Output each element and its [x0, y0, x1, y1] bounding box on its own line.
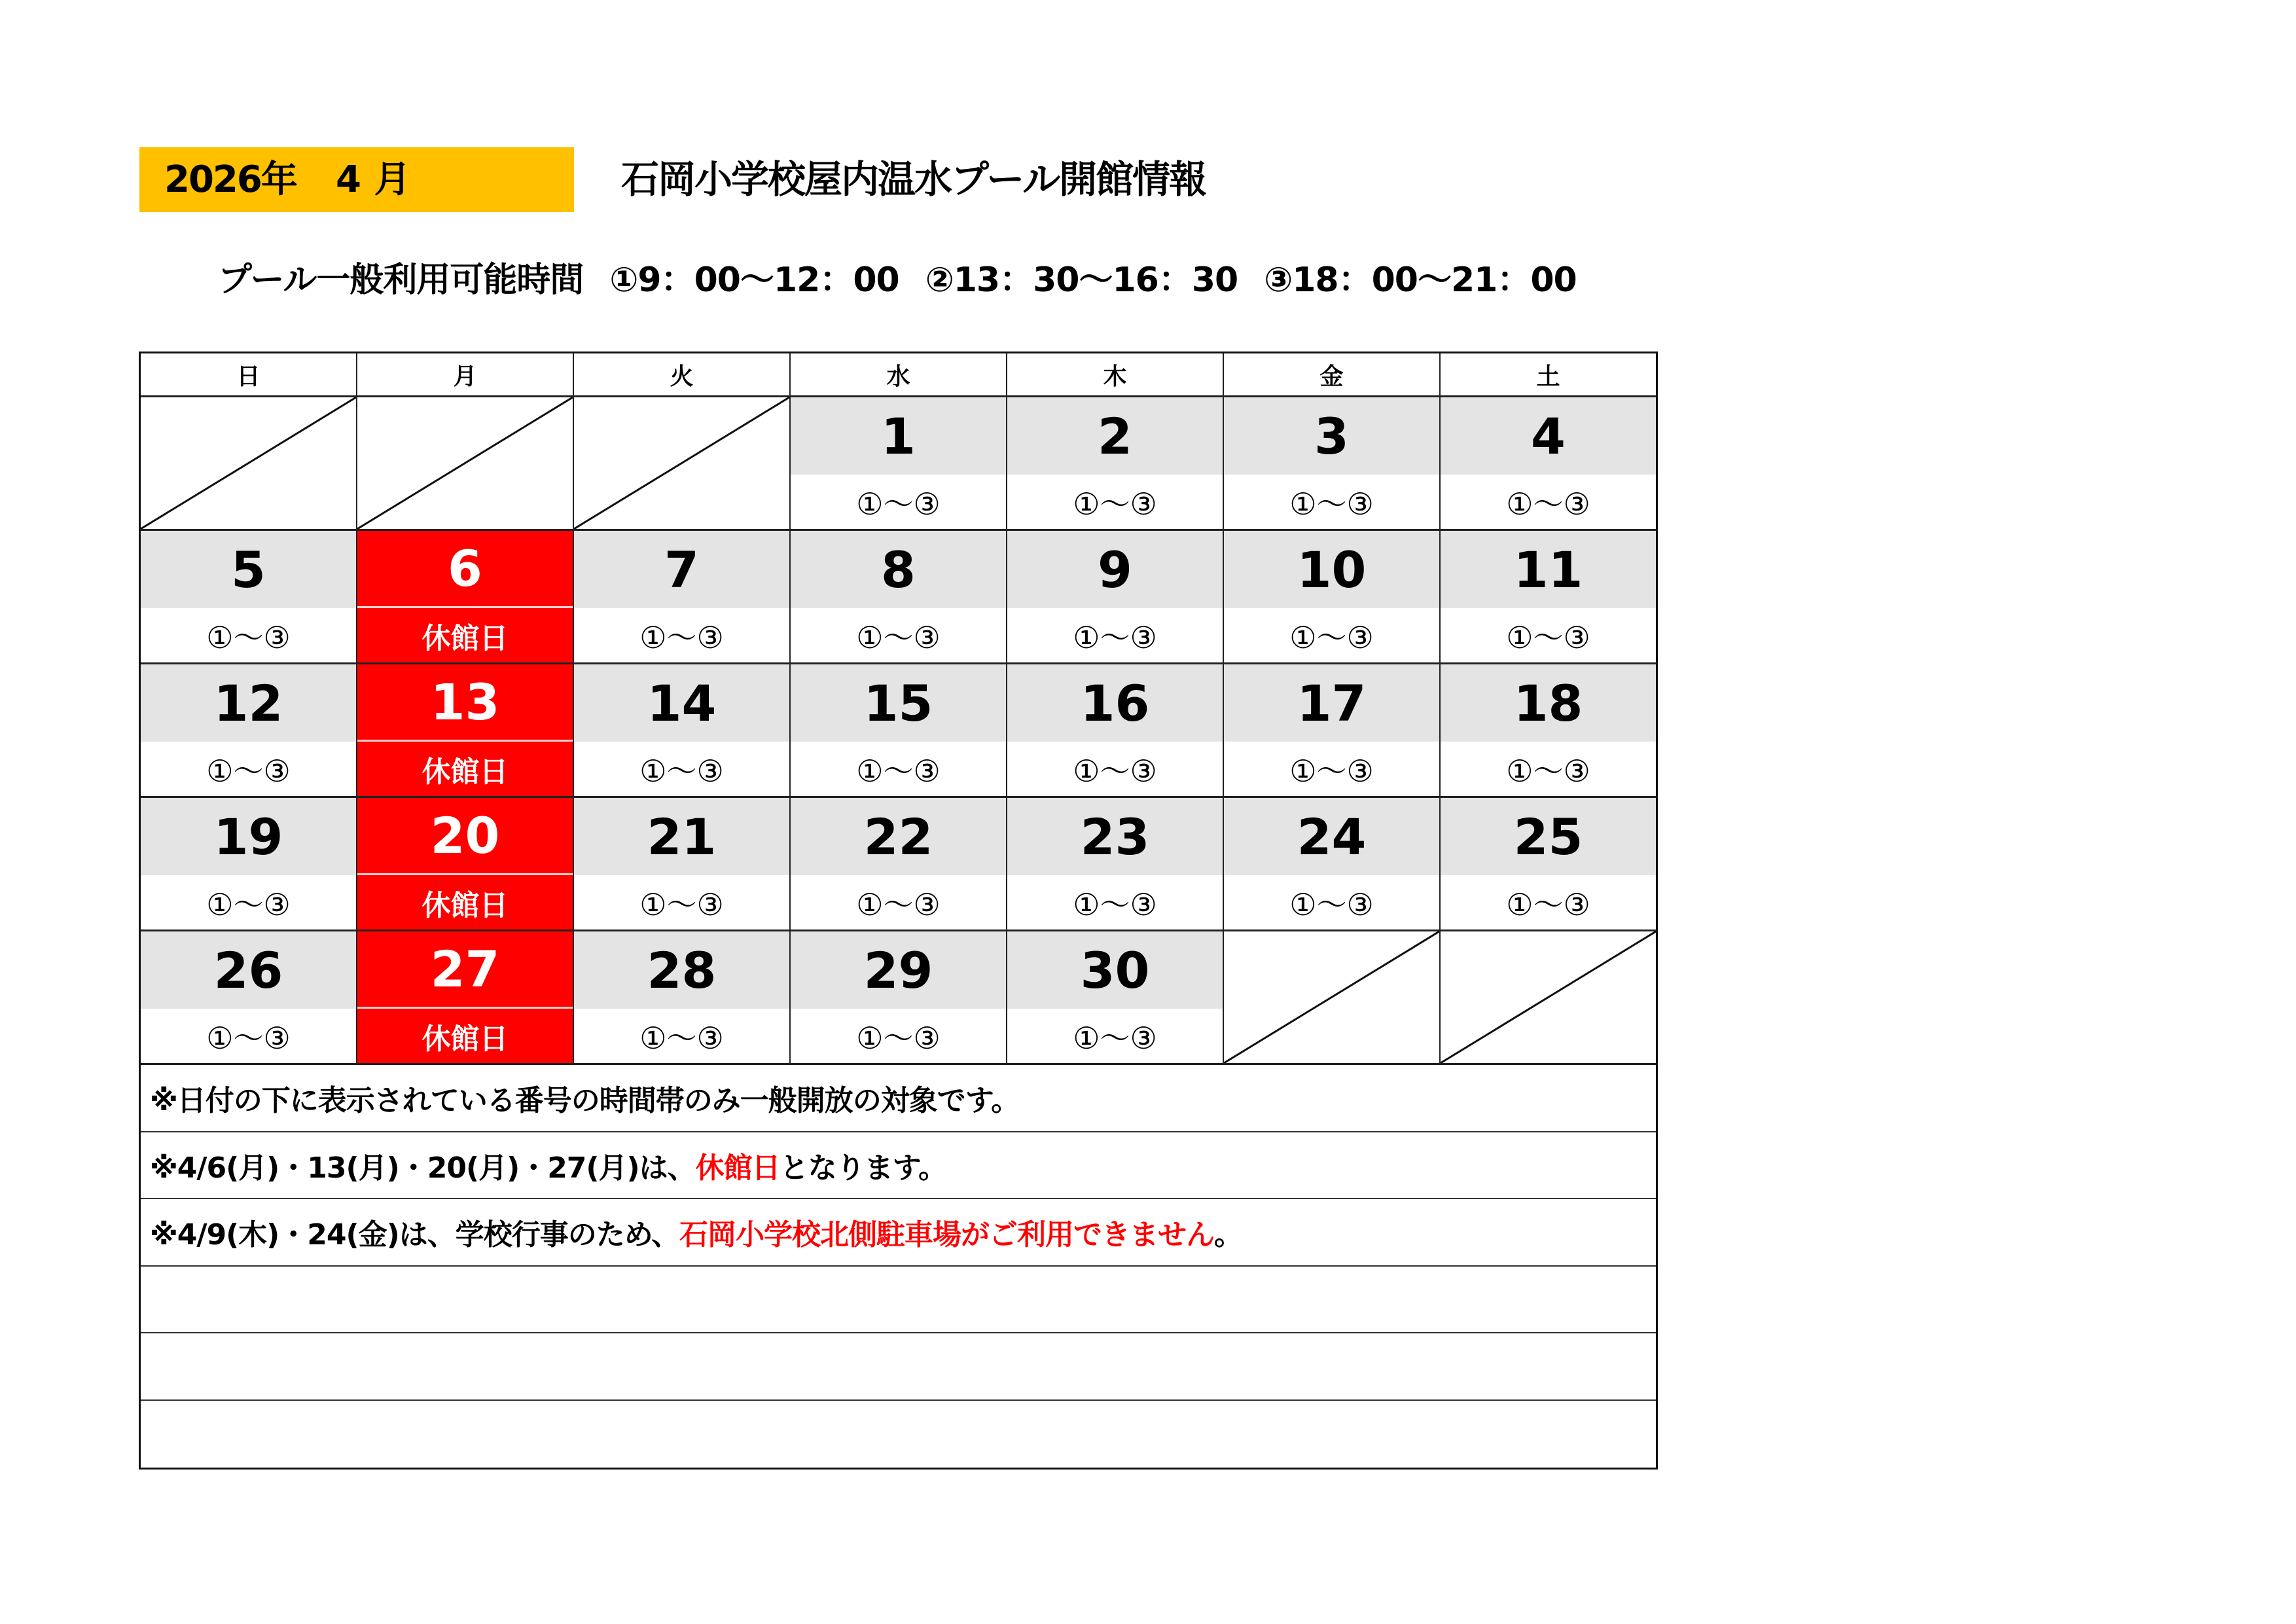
day-number: 17	[1224, 664, 1439, 742]
note-highlight: 石岡小学校北側駐車場がご利用できません	[679, 1218, 1214, 1252]
open-slots-label: ①～③	[141, 608, 356, 662]
open-slots-label: ①～③	[141, 875, 356, 929]
note-text: ※日付の下に表示されている番号の時間帯のみ一般開放の対象です。	[150, 1084, 1020, 1118]
day-number: 26	[141, 931, 356, 1009]
closed-label: 休館日	[357, 875, 573, 929]
day-cell	[574, 931, 791, 1063]
day-number: 12	[141, 664, 356, 742]
day-cell	[1007, 664, 1224, 796]
calendar-week-row	[141, 664, 1656, 798]
time-slot-3: ③18：00～21：00	[1264, 261, 1577, 300]
year-month-banner	[139, 147, 574, 212]
day-number: 22	[791, 798, 1006, 875]
day-cell	[574, 798, 791, 929]
day-cell	[574, 531, 791, 662]
calendar-weeks	[141, 397, 1656, 1065]
open-slots-label: ①～③	[1007, 1009, 1223, 1063]
day-number: 20	[357, 798, 573, 875]
calendar-week-row	[141, 798, 1656, 931]
diagonal-slash-icon	[141, 397, 356, 529]
note-text: ※4/9(木)・24(金)は、学校行事のため、	[150, 1218, 679, 1252]
open-slots-label: ①～③	[574, 875, 789, 929]
day-cell	[1224, 664, 1441, 796]
empty-day-cell	[1224, 931, 1441, 1063]
day-number: 30	[1007, 931, 1223, 1009]
pool-hours-label: プール一般利用可能時間	[218, 261, 584, 300]
time-slot-1: ①9：00～12：00	[609, 261, 899, 300]
open-slots-label: ①～③	[141, 1009, 356, 1063]
note-row	[141, 1065, 1656, 1132]
day-cell	[791, 798, 1007, 929]
open-slots-label: ①～③	[791, 875, 1006, 929]
open-slots-label: ①～③	[1224, 742, 1439, 796]
day-number: 16	[1007, 664, 1223, 742]
empty-day-cell	[357, 397, 574, 529]
weekday-wed: 水	[791, 353, 1007, 395]
empty-day-cell	[1441, 931, 1656, 1063]
closed-label: 休館日	[357, 1009, 573, 1063]
note-highlight: 休館日	[695, 1151, 780, 1185]
day-number: 9	[1007, 531, 1223, 608]
open-slots-label: ①～③	[141, 742, 356, 796]
weekday-fri: 金	[1224, 353, 1441, 395]
day-number: 1	[791, 397, 1006, 475]
day-cell	[791, 664, 1007, 796]
note-row	[141, 1132, 1656, 1200]
day-number: 3	[1224, 397, 1439, 475]
note-text: ※4/6(月)・13(月)・20(月)・27(月)は、	[150, 1151, 696, 1185]
open-slots-label: ①～③	[1224, 475, 1439, 529]
day-cell	[1224, 798, 1441, 929]
open-slots-label: ①～③	[1441, 875, 1656, 929]
day-cell	[141, 798, 357, 929]
empty-note-row	[141, 1401, 1656, 1468]
weekday-tue: 火	[574, 353, 791, 395]
calendar-week-row	[141, 397, 1656, 531]
day-cell	[1007, 397, 1224, 529]
weekday-thu: 木	[1007, 353, 1224, 395]
day-cell	[141, 664, 357, 796]
day-number: 28	[574, 931, 789, 1009]
day-number: 7	[574, 531, 789, 608]
year-label: 2026年	[164, 158, 296, 201]
open-slots-label: ①～③	[1441, 742, 1656, 796]
open-slots-label: ①～③	[791, 475, 1006, 529]
open-slots-label: ①～③	[791, 742, 1006, 796]
day-cell	[141, 931, 357, 1063]
open-slots-label: ①～③	[1441, 475, 1656, 529]
page-title: 石岡小学校屋内温水プール開館情報	[621, 157, 1206, 202]
weekday-header-row	[141, 353, 1656, 397]
day-number: 21	[574, 798, 789, 875]
open-slots-label: ①～③	[574, 1009, 789, 1063]
closed-label: 休館日	[357, 608, 573, 662]
day-cell	[1007, 931, 1224, 1063]
diagonal-slash-icon	[1441, 931, 1656, 1063]
day-number: 14	[574, 664, 789, 742]
open-slots-label: ①～③	[1007, 742, 1223, 796]
open-slots-label: ①～③	[1224, 608, 1439, 662]
closed-day-cell	[357, 531, 574, 662]
day-cell	[141, 531, 357, 662]
month-label: 4 月	[336, 158, 411, 201]
note-text: となります。	[780, 1151, 947, 1185]
note-row	[141, 1199, 1656, 1267]
day-number: 25	[1441, 798, 1656, 875]
open-slots-label: ①～③	[1441, 608, 1656, 662]
day-cell	[1441, 531, 1656, 662]
calendar-table	[139, 352, 1658, 1470]
day-cell	[791, 397, 1007, 529]
day-cell	[1441, 664, 1656, 796]
empty-note-row	[141, 1267, 1656, 1334]
day-cell	[1441, 798, 1656, 929]
day-cell	[1224, 397, 1441, 529]
day-number: 13	[357, 664, 573, 742]
open-slots-label: ①～③	[1007, 875, 1223, 929]
pool-hours	[218, 257, 1603, 303]
empty-note-row	[141, 1333, 1656, 1401]
day-number: 6	[357, 531, 573, 608]
day-cell	[1441, 397, 1656, 529]
closed-day-cell	[357, 664, 574, 796]
closed-label: 休館日	[357, 742, 573, 796]
diagonal-slash-icon	[357, 397, 573, 529]
open-slots-label: ①～③	[1007, 608, 1223, 662]
day-number: 24	[1224, 798, 1439, 875]
open-slots-label: ①～③	[574, 608, 789, 662]
day-number: 27	[357, 931, 573, 1009]
weekday-sat: 土	[1536, 363, 1560, 390]
closed-day-cell	[357, 931, 574, 1063]
weekday-mon: 月	[357, 353, 574, 395]
day-cell	[791, 531, 1007, 662]
day-cell	[1007, 531, 1224, 662]
day-cell	[791, 931, 1007, 1063]
day-number: 4	[1441, 397, 1656, 475]
time-slot-2: ②13：30～16：30	[925, 261, 1238, 300]
day-number: 15	[791, 664, 1006, 742]
open-slots-label: ①～③	[791, 1009, 1006, 1063]
calendar-week-row	[141, 531, 1656, 664]
day-number: 19	[141, 798, 356, 875]
closed-day-cell	[357, 798, 574, 929]
open-slots-label: ①～③	[1007, 475, 1223, 529]
diagonal-slash-icon	[574, 397, 789, 529]
open-slots-label: ①～③	[791, 608, 1006, 662]
calendar-week-row	[141, 931, 1656, 1065]
open-slots-label: ①～③	[574, 742, 789, 796]
diagonal-slash-icon	[1224, 931, 1439, 1063]
day-cell	[1007, 798, 1224, 929]
day-number: 11	[1441, 531, 1656, 608]
empty-day-cell	[141, 397, 357, 529]
day-cell	[1224, 531, 1441, 662]
day-number: 18	[1441, 664, 1656, 742]
empty-day-cell	[574, 397, 791, 529]
day-number: 23	[1007, 798, 1223, 875]
weekday-sun: 日	[141, 353, 357, 395]
day-number: 2	[1007, 397, 1223, 475]
day-number: 5	[141, 531, 356, 608]
day-cell	[574, 664, 791, 796]
open-slots-label: ①～③	[1224, 875, 1439, 929]
day-number: 10	[1224, 531, 1439, 608]
day-number: 8	[791, 531, 1006, 608]
note-text: 。	[1213, 1218, 1242, 1252]
day-number: 29	[791, 931, 1006, 1009]
notes-section	[141, 1065, 1656, 1468]
